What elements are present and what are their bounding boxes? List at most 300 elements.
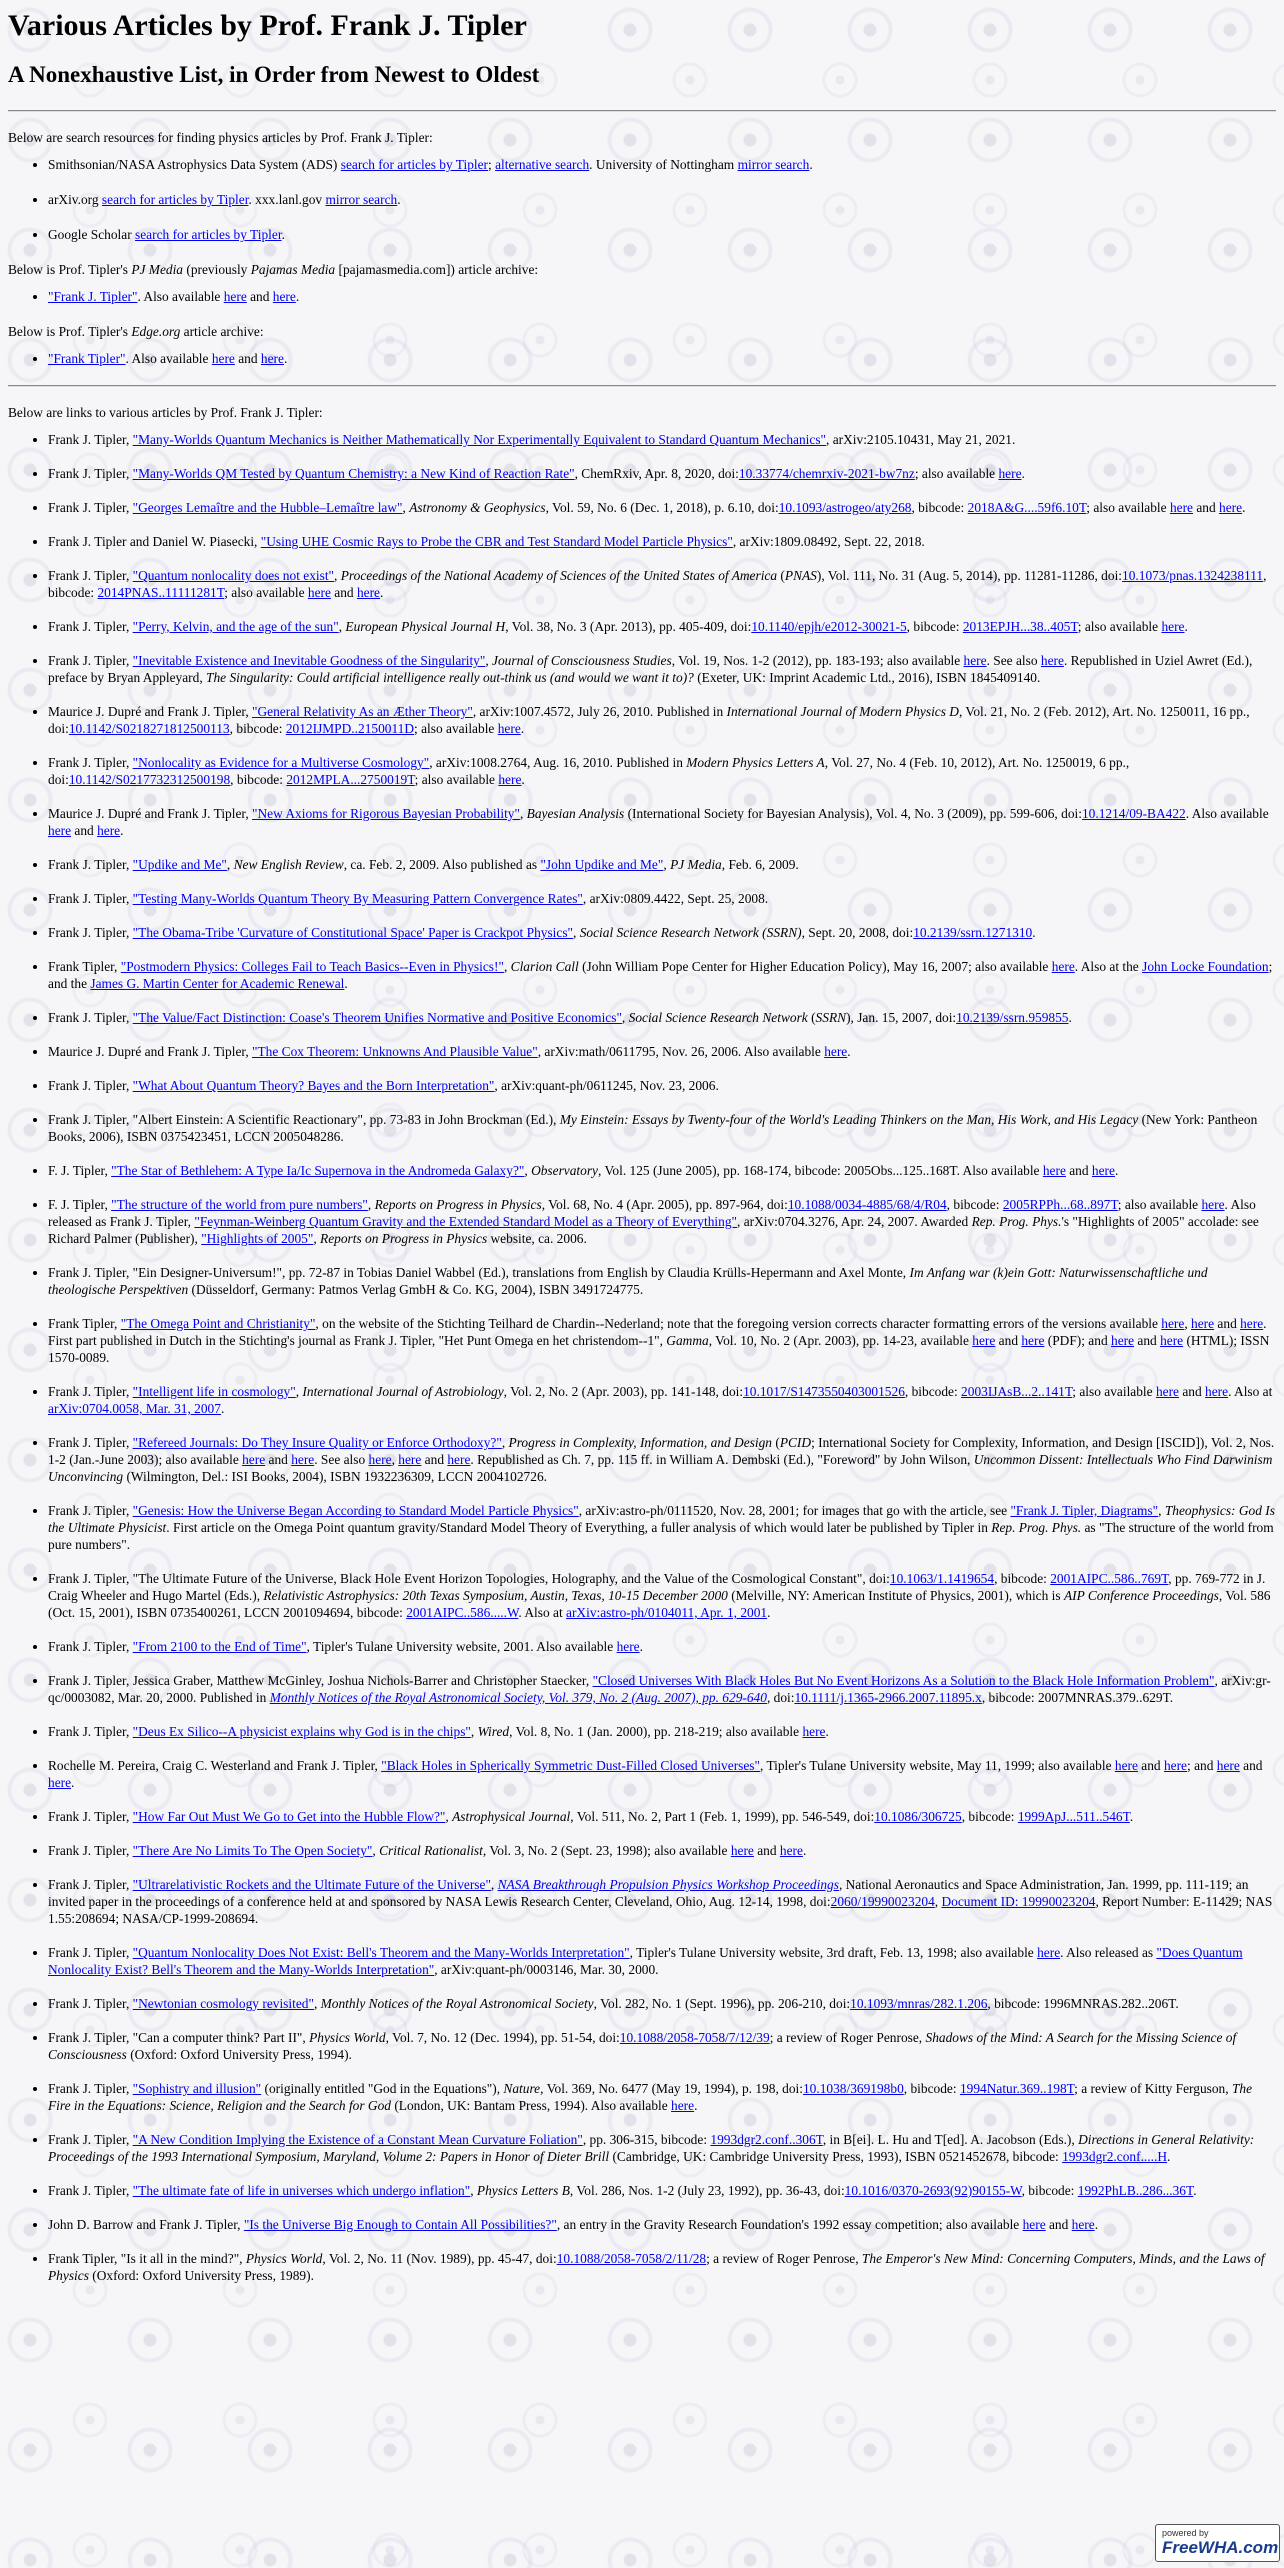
article-link[interactable]: 10.1073/pnas.1324238111 <box>1122 568 1264 583</box>
ads-alternative-search-link[interactable]: alternative search <box>495 157 590 172</box>
citation-text: , Vol. 2, No. 2 (Apr. 2003), pp. 141-148, doi: <box>503 1384 744 1399</box>
citation-text: . Also at the <box>1074 959 1143 974</box>
citation-text: (New York: Pantheon Books, 2006), ISBN 0375423451, LCCN 2005048286. <box>48 1112 1258 1144</box>
citation-text: ; also available <box>914 466 999 481</box>
publication-title: PCID <box>779 1435 812 1450</box>
article-link[interactable]: "From 2100 to the End of Time" <box>132 1639 307 1654</box>
citation-text: and <box>1239 1758 1263 1773</box>
citation-text: Frank J. Tipler, <box>48 755 133 770</box>
citation-text: and <box>995 1333 1022 1348</box>
here-link[interactable]: here <box>1051 959 1075 974</box>
publication-title: PJ Media <box>670 857 722 872</box>
citation-text: as "The structure of the world from pure numbers". <box>48 1520 1274 1552</box>
article-link[interactable]: 10.1017/S1473550403001526 <box>743 1384 905 1399</box>
publication-title: Rep. Prog. Phys. <box>971 1214 1062 1229</box>
citation-text: website, ca. 2006. <box>487 1231 587 1246</box>
article-item <box>48 1315 1276 1366</box>
here-link[interactable]: here <box>779 1843 803 1858</box>
text: . Also available <box>125 351 212 366</box>
list-item <box>48 191 1276 208</box>
citation-text: , Vol. 511, No. 2, Part 1 (Feb. 1, 1999), pp. 546-549, doi: <box>570 1809 875 1824</box>
citation-text: , bibcode: <box>230 772 287 787</box>
citation-text: . <box>1242 500 1246 515</box>
citation-text: , <box>334 568 341 583</box>
citation-text: Frank J. Tipler, <box>48 925 133 940</box>
article-link[interactable]: 10.1214/09-BA422 <box>1081 806 1186 821</box>
citation-text: . See also <box>986 653 1041 668</box>
citation-text: , Tipler's Tulane University website, May 11, 1999; also available <box>759 1758 1115 1773</box>
article-link[interactable]: 1993dgr2.conf.....H <box>1062 2149 1167 2164</box>
citation-text: , bibcode: <box>1021 2183 1078 2198</box>
here-link[interactable]: here <box>1040 653 1064 668</box>
article-item <box>48 567 1276 601</box>
article-link[interactable]: arXiv:astro-ph/0104011, Apr. 1, 2001 <box>566 1605 768 1620</box>
article-link[interactable]: "The Cox Theorem: Unknowns And Plausible Value" <box>252 1044 538 1059</box>
citation-text: , <box>490 1877 498 1892</box>
citation-text: Frank J. Tipler, <box>48 1724 133 1739</box>
article-item <box>48 1264 1276 1298</box>
citation-text: Frank J. Tipler, <box>48 2183 133 2198</box>
article-link[interactable]: 1993dgr2.conf..306T <box>710 2132 823 2147</box>
article-link[interactable]: "Refereed Journals: Do They Insure Quality or Enforce Orthodoxy?" <box>132 1435 502 1450</box>
article-link[interactable]: 10.1093/astrogeo/aty268 <box>778 500 912 515</box>
here-link[interactable]: here <box>1191 1316 1215 1331</box>
edge-archive-list <box>8 350 1276 367</box>
here-link[interactable]: here <box>307 585 331 600</box>
citation-text: F. J. Tipler, <box>48 1197 112 1212</box>
citation-text: and <box>1179 1384 1206 1399</box>
publication-title: International Journal of Modern Physics D <box>726 704 959 719</box>
punctuation: . <box>397 192 401 207</box>
article-link[interactable]: 2005RPPh...68..897T <box>1002 1197 1118 1212</box>
article-link[interactable]: "Does Quantum Nonlocality Exist? Bell's Theorem and the Many-Worlds Interpretation" <box>48 1945 1243 1977</box>
citation-text: Frank J. Tipler, <box>48 1877 133 1892</box>
publication-title: SSRN <box>815 1010 847 1025</box>
article-item <box>48 652 1276 686</box>
article-link[interactable]: "The Star of Bethlehem: A Type Ia/Ic Supernova in the Andromeda Galaxy?" <box>111 1163 525 1178</box>
article-link[interactable]: 10.1063/1.1419654 <box>889 1571 995 1586</box>
article-link[interactable]: "The structure of the world from pure numbers" <box>111 1197 368 1212</box>
citation-text: . <box>120 823 124 838</box>
here-link[interactable]: here <box>498 772 522 787</box>
here-link[interactable]: here <box>1155 1384 1179 1399</box>
article-item <box>48 1502 1276 1553</box>
article-link[interactable]: 2012IJMPD..2150011D <box>285 721 415 736</box>
citation-text: Frank J. Tipler, <box>48 653 133 668</box>
publication-title: Observatory <box>531 1163 599 1178</box>
article-link[interactable]: "How Far Out Must We Go to Get into the Hubble Flow?" <box>132 1809 446 1824</box>
here-link[interactable]: here <box>1160 1333 1184 1348</box>
here-link[interactable]: here <box>1161 1316 1185 1331</box>
here-link[interactable]: here <box>1022 2217 1046 2232</box>
publication-title: The Emperor's New Mind: Concerning Computers, Minds, and the Laws of Physics <box>48 2251 1265 2283</box>
citation-text: . Also available <box>1185 806 1269 821</box>
here-link[interactable]: here <box>1111 1333 1135 1348</box>
here-link[interactable]: here <box>356 585 380 600</box>
article-link[interactable]: "The Value/Fact Distinction: Coase's Theorem Unifies Normative and Positive Economics" <box>132 1010 622 1025</box>
citation-text: , arXiv:quant-ph/0003146, Mar. 30, 2000. <box>434 1962 659 1977</box>
citation-text: Frank J. Tipler, <box>48 1639 133 1654</box>
text: (previously <box>183 262 251 277</box>
article-link[interactable]: 2001AIPC..586.....W <box>406 1605 519 1620</box>
here-link[interactable]: here <box>97 823 121 838</box>
citation-text: (originally entitled "God in the Equations"), <box>261 2081 504 2096</box>
here-link[interactable]: here <box>398 1452 422 1467</box>
citation-text: ; a review of Roger Penrose, <box>706 2251 862 2266</box>
badge-caption: powered by <box>1162 2528 1209 2538</box>
article-link[interactable]: 10.1111/j.1365-2966.2007.11895.x <box>794 1690 982 1705</box>
article-link[interactable]: "Deus Ex Silico--A physicist explains why God is in the chips" <box>132 1724 471 1739</box>
article-link[interactable]: 1994Natur.369..198T <box>959 2081 1075 2096</box>
citation-text: , bibcode: <box>229 721 286 736</box>
article-item <box>48 1757 1276 1791</box>
article-link[interactable]: 10.1088/2058-7058/7/12/39 <box>619 2030 770 2045</box>
text: and <box>246 289 273 304</box>
here-link[interactable]: here <box>1240 1316 1264 1331</box>
citation-text: , pp. 306-315, bibcode: <box>582 2132 711 2147</box>
here-link[interactable]: here <box>291 1452 315 1467</box>
article-link[interactable]: 10.1088/2058-7058/2/11/28 <box>556 2251 707 2266</box>
citation-text: ; a review of Roger Penrose, <box>769 2030 926 2045</box>
citation-text: , pp. 769-772 in J. Craig Wheeler and Hugo Martel (Eds.), <box>48 1571 1266 1603</box>
citation-text: . <box>380 585 384 600</box>
article-link[interactable]: "Nonlocality as Evidence for a Multiverse Cosmology" <box>132 755 430 770</box>
citation-text: ; also available <box>414 721 498 736</box>
publication-title: International Journal of Astrobiology <box>302 1384 504 1399</box>
here-link[interactable]: here <box>1037 1945 1061 1960</box>
citation-text: Frank J. Tipler, <box>48 1010 133 1025</box>
article-link[interactable]: "Georges Lemaître and the Hubble–Lemaître law" <box>132 500 403 515</box>
citation-text: Frank J. Tipler, "Can a computer think? Part II", <box>48 2030 310 2045</box>
citation-text: . <box>1129 1809 1134 1824</box>
citation-text: . See also <box>314 1452 369 1467</box>
here-link[interactable]: here <box>447 1452 471 1467</box>
citation-text: Frank J. Tipler, "Albert Einstein: A Scientific Reactionary", pp. 73-83 in John Brockman (Ed.), <box>48 1112 560 1127</box>
citation-text: Frank J. Tipler, <box>48 1809 133 1824</box>
article-item <box>48 1672 1276 1706</box>
ads-mirror-search-link[interactable]: mirror search <box>737 157 810 172</box>
article-link[interactable]: 10.2139/ssrn.1271310 <box>913 925 1033 940</box>
article-link[interactable]: 10.1016/0370-2693(92)90155-W <box>844 2183 1022 2198</box>
article-item <box>48 1162 1276 1179</box>
citation-text: , <box>501 1435 509 1450</box>
citation-text: , bibcode: <box>904 1384 962 1399</box>
edge-archive-link[interactable]: "Frank Tipler" <box>48 351 126 366</box>
citation-text: and <box>1137 1758 1164 1773</box>
article-link[interactable]: John Locke Foundation <box>1142 959 1269 974</box>
article-link[interactable]: "New Axioms for Rigorous Bayesian Probability" <box>252 806 520 821</box>
publication-title: Directions in General Relativity: Proceedings of the 1993 International Symposium, Maryland, Volume 2: Papers in Honor of Dieter Brill <box>48 2132 1255 2164</box>
publication-title: Wired <box>477 1724 510 1739</box>
article-item <box>48 1944 1276 1978</box>
citation-text: , Vol. 286, Nos. 1-2 (July 23, 1992), pp. 36-43, doi: <box>569 2183 845 2198</box>
article-link[interactable]: "Inevitable Existence and Inevitable Goodness of the Singularity" <box>132 653 486 668</box>
publication-title: Nature <box>503 2081 541 2096</box>
here-link[interactable]: here <box>211 351 235 366</box>
arxiv-label: arXiv.org <box>48 192 102 207</box>
citation-text: . <box>639 1639 643 1654</box>
citation-text: (HTML); ISSN 1570-0089. <box>48 1333 1270 1365</box>
citation-text: , National Aeronautics and Space Administration, Jan. 1999, pp. 111-119; an invited paper in the proceedings of a conference held at and sponsored by NASA Lewis Research Center, Cleveland, Ohio, Aug. 12-14, 1998, doi: <box>48 1877 1249 1909</box>
article-link[interactable]: arXiv:0704.0058, Mar. 31, 2007 <box>48 1401 221 1416</box>
citation-text: , <box>524 1163 532 1178</box>
article-link[interactable]: "The ultimate fate of life in universes which undergo inflation" <box>132 2183 471 2198</box>
citation-text: , <box>367 1197 375 1212</box>
citation-text: Frank J. Tipler, <box>48 568 133 583</box>
article-link[interactable]: "Using UHE Cosmic Rays to Probe the CBR and Test Standard Model Particle Physics" <box>260 534 733 549</box>
citation-text: , bibcode: <box>961 1809 1018 1824</box>
here-link[interactable]: here <box>1021 1333 1045 1348</box>
here-link[interactable]: here <box>242 1452 266 1467</box>
article-link[interactable]: 1999ApJ...511..546T <box>1017 1809 1130 1824</box>
article-link[interactable]: 10.1093/mnras/282.1.206 <box>850 1996 988 2011</box>
arxiv-mirror-search-link[interactable]: mirror search <box>325 192 398 207</box>
nottingham-label: . University of Nottingham <box>589 157 738 172</box>
citation-text: , Vol. 282, No. 1 (Sept. 1996), pp. 206-210, doi: <box>593 1996 851 2011</box>
article-link[interactable]: "Is the Universe Big Enough to Contain All Possibilities?" <box>243 2217 557 2232</box>
citation-text: , arXiv:0704.3276, Apr. 24, 2007. Awarded <box>737 1214 972 1229</box>
article-item <box>48 1196 1276 1247</box>
citation-text: , <box>338 619 346 634</box>
publication-title: Reports on Progress in Physics <box>320 1231 488 1246</box>
article-link[interactable]: "Frank J. Tipler, Diagrams" <box>1010 1503 1159 1518</box>
article-link[interactable]: "Updike and Me" <box>132 857 227 872</box>
citation-text: . <box>71 1775 75 1790</box>
publication-title: Critical Rationalist <box>379 1843 483 1858</box>
article-link[interactable]: "A New Condition Implying the Existence of a Constant Mean Curvature Foliation" <box>132 2132 583 2147</box>
citation-text: ; and the <box>48 959 1273 991</box>
citation-text: , Vol. 68, No. 4 (Apr. 2005), pp. 897-964, doi: <box>541 1197 788 1212</box>
article-item <box>48 1383 1276 1417</box>
article-link[interactable]: "The Omega Point and Christianity" <box>120 1316 316 1331</box>
citation-text: . Also released as <box>1060 1945 1157 1960</box>
citation-text: . <box>520 721 525 736</box>
citation-text: and <box>330 585 357 600</box>
article-link[interactable]: 10.1142/S0217732312500198 <box>68 772 231 787</box>
citation-text: , arXiv:1809.08492, Sept. 22, 2018. <box>732 534 925 549</box>
here-link[interactable]: here <box>1219 500 1243 515</box>
article-item <box>48 1876 1276 1927</box>
badge-logo-text: FreeWHA.com <box>1162 2538 1279 2557</box>
here-link[interactable]: here <box>272 289 296 304</box>
citation-text: , <box>934 1894 942 1909</box>
here-link[interactable]: here <box>1163 1758 1187 1773</box>
article-link[interactable]: "Sophistry and illusion" <box>132 2081 262 2096</box>
publication-title: Monthly Notices of the Royal Astronomical Society <box>320 1996 594 2011</box>
article-link[interactable]: 2003IJAsB...2..141T <box>961 1384 1073 1399</box>
citation-text: , <box>485 653 493 668</box>
article-link[interactable]: "Genesis: How the Universe Began According to Standard Model Particle Physics" <box>132 1503 579 1518</box>
here-link[interactable]: here <box>1071 2217 1095 2232</box>
citation-text: , bibcode: <box>48 568 1267 600</box>
citation-text: ; and <box>1187 1758 1217 1773</box>
citation-text: , <box>391 1452 399 1467</box>
article-link[interactable]: 2012MPLA...2750019T <box>286 772 415 787</box>
here-link[interactable]: here <box>824 1044 848 1059</box>
citation-text: Frank J. Tipler, "Ein Designer-Universum!", pp. 72-87 in Tobias Daniel Wabbel (Ed.), translations from English by Claudia Krülls-Hepermann and Axel Monte, <box>48 1265 910 1280</box>
citation-text: , arXiv:1007.4572, July 26, 2010. Published in <box>472 704 727 719</box>
article-link[interactable]: "Quantum nonlocality does not exist" <box>132 568 335 583</box>
citation-text: (PDF); and <box>1044 1333 1111 1348</box>
article-link[interactable]: "Perry, Kelvin, and the age of the sun" <box>132 619 339 634</box>
pjmedia-archive-list <box>8 288 1276 305</box>
article-link[interactable]: "John Updike and Me" <box>540 857 664 872</box>
citation-text: , bibcode: <box>911 500 968 515</box>
citation-text: , arXiv:1008.2764, Aug. 16, 2010. Published in <box>429 755 687 770</box>
citation-text: . <box>1032 925 1036 940</box>
citation-text: . First part published in Dutch in the Stichting's journal as Frank J. Tipler, "Het Punt Omega en het christendom--1", <box>48 1316 1267 1348</box>
here-link[interactable]: here <box>223 289 247 304</box>
article-link[interactable]: "Postmodern Physics: Colleges Fail to Teach Basics--Even in Physics!" <box>120 959 504 974</box>
article-link[interactable]: "Many-Worlds Quantum Mechanics is Neither Mathematically Nor Experimentally Equivalent to Standard Quantum Mechanics" <box>132 432 827 447</box>
text: Below is Prof. Tipler's <box>8 262 132 277</box>
article-link[interactable]: 10.33774/chemrxiv-2021-bw7nz <box>738 466 915 481</box>
publication-title: European Physical Journal H <box>345 619 506 634</box>
article-link[interactable]: Document ID: 19990023204 <box>941 1894 1096 1909</box>
article-link[interactable]: "The Obama-Tribe 'Curvature of Constitutional Space' Paper is Crackpot Physics" <box>132 925 574 940</box>
article-link[interactable]: 10.2139/ssrn.959855 <box>956 1010 1069 1025</box>
article-link[interactable]: NASA Breakthrough Propulsion Physics Workshop Proceedings <box>497 1877 839 1892</box>
article-link[interactable]: 2018A&G....59f6.10T <box>967 500 1087 515</box>
citation-text: , <box>372 1843 380 1858</box>
ads-search-link[interactable]: search for articles by Tipler <box>340 157 489 172</box>
arxiv-search-link[interactable]: search for articles by Tipler <box>101 192 249 207</box>
here-link[interactable]: here <box>1161 619 1185 634</box>
citation-text: . <box>1167 2149 1171 2164</box>
citation-text: , ChemRxiv, Apr. 8, 2020, doi: <box>574 466 739 481</box>
citation-text: , Vol. 369, No. 6477 (May 19, 1994), p. 198, doi: <box>540 2081 803 2096</box>
citation-text: 's "Highlights of 2005" accolade: see Richard Palmer (Publisher), <box>48 1214 1259 1246</box>
here-link[interactable]: here <box>1091 1163 1115 1178</box>
citation-text: (Wilmington, Del.: ISI Books, 2004), ISBN 1932236309, LCCN 2004102726. <box>123 1469 547 1484</box>
citation-text: , in B[ei]. L. Hu and T[ed]. A. Jacobson (Eds.), <box>822 2132 1079 2147</box>
here-link[interactable]: here <box>368 1452 392 1467</box>
citation-text: Frank J. Tipler and Daniel W. Piasecki, <box>48 534 261 549</box>
citation-text: ), Jan. 15, 2007, doi: <box>846 1010 957 1025</box>
pjmedia-archive-link[interactable]: "Frank J. Tipler" <box>48 289 138 304</box>
article-link[interactable]: "There Are No Limits To The Open Society" <box>132 1843 373 1858</box>
here-link[interactable]: here <box>998 466 1022 481</box>
citation-text: and <box>1214 1316 1241 1331</box>
here-link[interactable]: here <box>963 653 987 668</box>
here-link[interactable]: here <box>1042 1163 1066 1178</box>
article-link[interactable]: 2014PNAS..11111281T <box>97 585 225 600</box>
citation-text: Frank J. Tipler, <box>48 500 133 515</box>
article-link[interactable]: "Ultrarelativistic Rockets and the Ultimate Future of the Universe" <box>132 1877 491 1892</box>
article-link[interactable]: 10.1086/306725 <box>874 1809 962 1824</box>
article-item <box>48 805 1276 839</box>
list-item <box>48 156 1276 173</box>
article-link[interactable]: 10.1140/epjh/e2012-30021-5 <box>751 619 907 634</box>
here-link[interactable]: here <box>1216 1758 1240 1773</box>
article-link[interactable]: "Feynman-Weinberg Quantum Gravity and the Extended Standard Model as a Theory of Everything" <box>194 1214 737 1229</box>
article-item <box>48 703 1276 737</box>
here-link[interactable]: here <box>802 1724 826 1739</box>
here-link[interactable]: here <box>730 1843 754 1858</box>
publication-title: Shadows of the Mind: A Search for the Missing Science of Consciousness <box>48 2030 1237 2062</box>
citation-text: , <box>1184 1316 1192 1331</box>
article-link[interactable]: Monthly Notices of the Royal Astronomical Society, Vol. 379, No. 2 (Aug. 2007), pp. 629-640 <box>269 1690 767 1705</box>
citation-text: . <box>1068 1010 1072 1025</box>
here-link[interactable]: here <box>972 1333 996 1348</box>
citation-text: . <box>802 1843 807 1858</box>
citation-text: Maurice J. Dupré and Frank J. Tipler, <box>48 806 253 821</box>
article-link[interactable]: "Testing Many-Worlds Quantum Theory By Measuring Pattern Convergence Rates" <box>132 891 583 906</box>
publication-title: The Singularity: Could artificial intelligence really out-think us (and would we want it to)? <box>206 670 694 685</box>
article-link[interactable]: "General Relativity As an Æther Theory" <box>252 704 473 719</box>
article-link[interactable]: 10.1142/S0218271812500113 <box>68 721 230 736</box>
citation-text: Frank J. Tipler, <box>48 1996 133 2011</box>
publication-title: The Fire in the Equations: Science, Religion and the Search for God <box>48 2081 1253 2113</box>
citation-text: Frank J. Tipler, <box>48 1384 133 1399</box>
article-link[interactable]: 2001AIPC..586..769T <box>1050 1571 1169 1586</box>
citation-text: Frank J. Tipler, <box>48 466 133 481</box>
article-link[interactable]: 1992PhLB..286...36T <box>1077 2183 1194 2198</box>
here-link[interactable]: here <box>48 823 72 838</box>
publication-title: Theophysics: God Is the Ultimate Physicist <box>48 1503 1275 1535</box>
citation-text: and <box>1134 1333 1161 1348</box>
citation-text: Frank J. Tipler, <box>48 1435 133 1450</box>
here-link[interactable]: here <box>1169 500 1193 515</box>
ads-label: Smithsonian/NASA Astrophysics Data System (ADS) <box>48 157 341 172</box>
freewha-badge[interactable] <box>1155 2524 1280 2562</box>
here-link[interactable]: here <box>1201 1197 1225 1212</box>
article-item <box>48 1808 1276 1825</box>
here-link[interactable]: here <box>1114 1758 1138 1773</box>
citation-text: Frank Tipler, <box>48 959 121 974</box>
article-link[interactable]: "Many-Worlds QM Tested by Quantum Chemistry: a New Kind of Reaction Rate" <box>132 466 575 481</box>
citation-text: ( <box>777 568 785 583</box>
citation-text: Frank J. Tipler, Jessica Graber, Matthew McGinley, Joshua Nichols-Barrer and Christopher Staecker, <box>48 1673 593 1688</box>
citation-text: ; also available <box>1086 500 1170 515</box>
article-link[interactable]: 2060/19990023204 <box>830 1894 935 1909</box>
here-link[interactable]: here <box>616 1639 640 1654</box>
here-link[interactable]: here <box>671 2098 695 2113</box>
citation-text: , Vol. 10, No. 2 (Apr. 2003), pp. 14-23, available <box>708 1333 973 1348</box>
publication-title: New English Review <box>233 857 344 872</box>
article-link[interactable]: "Highlights of 2005" <box>201 1231 314 1246</box>
citation-text: , <box>621 1010 629 1025</box>
citation-text: ; International Society for Complexity, Information, and Design [ISCID]), Vol. 2, Nos. 1-2 (Jan.-June 2003); also available <box>48 1435 1275 1467</box>
here-link[interactable]: here <box>48 1775 72 1790</box>
google-scholar-search-link[interactable]: search for articles by Tipler <box>135 227 282 242</box>
citation-text: Frank J. Tipler, <box>48 432 133 447</box>
citation-text: , <box>313 1231 321 1246</box>
article-item <box>48 2216 1276 2233</box>
article-link[interactable]: "Black Holes in Spherically Symmetric Dust-Filled Closed Universes" <box>381 1758 760 1773</box>
article-link[interactable]: James G. Martin Center for Academic Renewal <box>90 976 345 991</box>
citation-text: , <box>503 959 511 974</box>
citation-text: , Vol. 27, No. 4 (Feb. 10, 2012), Art. No. 1250019, 6 pp., doi: <box>48 755 1130 787</box>
citation-text: Frank J. Tipler, <box>48 2081 133 2096</box>
article-link[interactable]: "Closed Universes With Black Holes But No Event Horizons As a Solution to the Black Hole Information Problem" <box>592 1673 1215 1688</box>
article-link[interactable]: 2013EPJH...38..405T <box>962 619 1078 634</box>
here-link[interactable]: here <box>1205 1384 1229 1399</box>
article-link[interactable]: 10.1088/0034-4885/68/4/R04 <box>787 1197 947 1212</box>
article-link[interactable]: "Quantum Nonlocality Does Not Exist: Bell's Theorem and the Many-Worlds Interpretation" <box>132 1945 630 1960</box>
list-item <box>48 226 1276 243</box>
citation-text: . <box>1094 2217 1099 2232</box>
citation-text: , <box>663 857 671 872</box>
citation-text: Frank J. Tipler, "The Ultimate Future of the Universe, Black Hole Event Horizon Topologies, Holography, and the Value of the Cosmological Constant", doi: <box>48 1571 890 1586</box>
article-link[interactable]: "Intelligent life in cosmology" <box>132 1384 296 1399</box>
article-link[interactable]: "What About Quantum Theory? Bayes and the Born Interpretation" <box>132 1078 495 1093</box>
here-link[interactable]: here <box>260 351 284 366</box>
article-link[interactable]: 10.1038/369198b0 <box>802 2081 904 2096</box>
here-link[interactable]: here <box>497 721 521 736</box>
article-link[interactable]: "Newtonian cosmology revisited" <box>132 1996 314 2011</box>
publication-title: AIP Conference Proceedings <box>1063 1588 1219 1603</box>
